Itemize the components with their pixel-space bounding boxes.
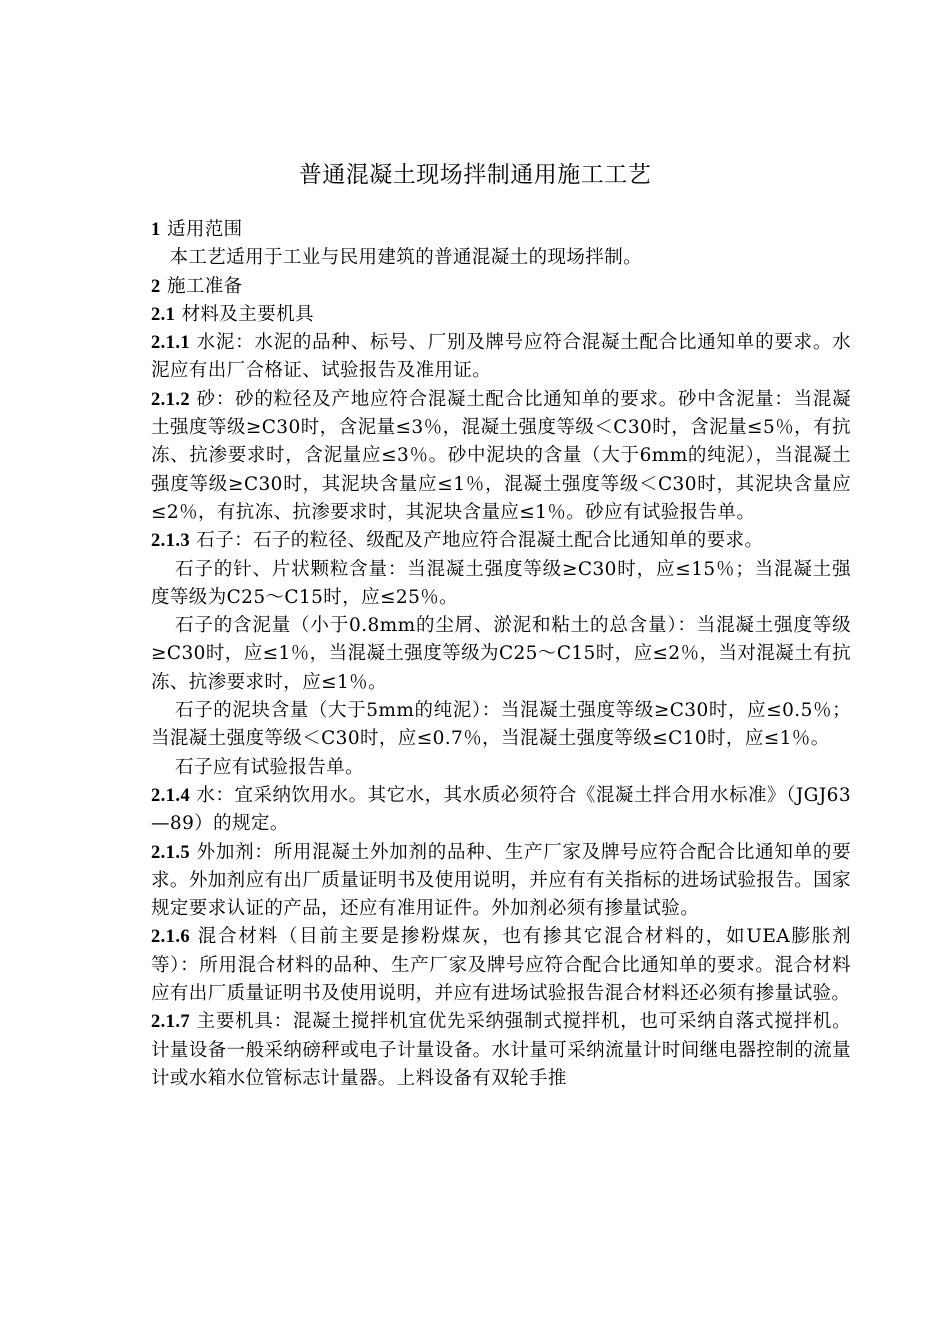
- section-number: 2.1.4: [151, 785, 190, 806]
- section-number: 2.1.7: [151, 1012, 190, 1033]
- section-number: 1: [151, 220, 161, 240]
- section-number: 2.1.2: [151, 389, 190, 410]
- section-2-heading: [151, 273, 851, 301]
- section-number: 2.1.3: [151, 531, 190, 552]
- section-number: 2: [151, 276, 161, 297]
- section-2-1-3-paragraph: [151, 527, 851, 555]
- stone-mud-content-paragraph: 石子的含泥量（小于0.8mm的尘屑、淤泥和粘土的总含量）：当混凝土强度等级≥C30时，应≤1％，当混凝土强度等级为C25～C15时，应≤2％，当对混凝土有抗冻、抗渗要求时，应≤1％。: [151, 615, 851, 693]
- document-title: 普通混凝土现场拌制通用施工工艺: [298, 162, 652, 188]
- section-title: 施工准备: [166, 275, 243, 297]
- paragraph-text: 水：宜采纳饮用水。其它水，其水质必须符合《混凝土拌合用水标准》（JGJ63—89）的规定。: [151, 784, 851, 835]
- section-2-1-heading: [151, 301, 851, 329]
- section-1-heading: [151, 216, 851, 244]
- section-2-1-7-paragraph: [151, 1008, 851, 1093]
- section-title: 材料及主要机具: [181, 303, 314, 325]
- paragraph-text: 主要机具：混凝土搅拌机宜优先采纳强制式搅拌机，也可采纳自落式搅拌机。计量设备一般采纳磅秤或电子计量设备。水计量可采纳流量计时间继电器控制的流量计或水箱水位管标志计量器。上料设备有双轮手推: [151, 1011, 851, 1089]
- stone-test-report-paragraph: 石子应有试验报告单。: [175, 756, 365, 778]
- section-number: 2.1.6: [151, 927, 190, 948]
- section-2-1-1-paragraph: [151, 329, 851, 386]
- section-number: 2.1.1: [151, 333, 190, 354]
- paragraph-text: 混合材料（目前主要是掺粉煤灰，也有掺其它混合材料的，如UEA膨胀剂等）：所用混合材料的品种、生产厂家及牌号应符合配合比通知单的要求。混合材料应有出厂质量证明书及使用说明，并应有进场试验报告混合材料还必须有掺量试验。: [151, 926, 851, 1005]
- document-body: [151, 216, 851, 1093]
- stone-flaky-particles-paragraph: 石子的针、片状颗粒含量：当混凝土强度等级≥C30时，应≤15％；当混凝土强度等级为C25～C15时，应≤25％。: [151, 558, 851, 608]
- section-2-1-4-paragraph: [151, 782, 851, 839]
- section-2-1-5-paragraph: [151, 839, 851, 924]
- section-2-1-6-paragraph: [151, 923, 851, 1008]
- stone-mud-lump-paragraph: 石子的泥块含量（大于5mm的纯泥）：当混凝土强度等级≥C30时，应≤0.5％；当混凝土强度等级＜C30时，应≤0.7％，当混凝土强度等级≤C10时，应≤1％。: [151, 700, 851, 750]
- paragraph-text: 砂：砂的粒径及产地应符合混凝土配合比通知单的要求。砂中含泥量：当混凝土强度等级≥C30时，含泥量≤3％，混凝土强度等级＜C30时，含泥量≤5％，有抗冻、抗渗要求时，含泥量应≤3％。砂中泥块的含量（大于6mm的纯泥），当混凝土强度等级≥C30时，其泥块含量应≤1％，混凝土强度等级＜C30时，其泥块含量应≤2％，有抗冻、抗渗要求时，其泥块含量应≤1％。砂应有试验报告单。: [151, 388, 851, 523]
- section-number: 2.1: [151, 304, 176, 325]
- section-1-paragraph: 本工艺适用于工业与民用建筑的普通混凝土的现场拌制。: [169, 247, 643, 269]
- paragraph-text: 石子：石子的粒径、级配及产地应符合混凝土配合比通知单的要求。: [196, 530, 764, 552]
- section-number: 2.1.5: [151, 842, 190, 863]
- paragraph-text: 水泥：水泥的品种、标号、厂别及牌号应符合混凝土配合比通知单的要求。水泥应有出厂合格证、试验报告及准用证。: [151, 332, 851, 382]
- section-2-1-2-paragraph: [151, 386, 851, 527]
- paragraph-text: 外加剂：所用混凝土外加剂的品种、生产厂家及牌号应符合配合比通知单的要求。外加剂应有出厂质量证明书及使用说明，并应有有关指标的进场试验报告。国家规定要求认证的产品，还应有准用证件。外加剂必须有掺量试验。: [151, 841, 851, 920]
- section-title: 适用范围: [166, 219, 243, 240]
